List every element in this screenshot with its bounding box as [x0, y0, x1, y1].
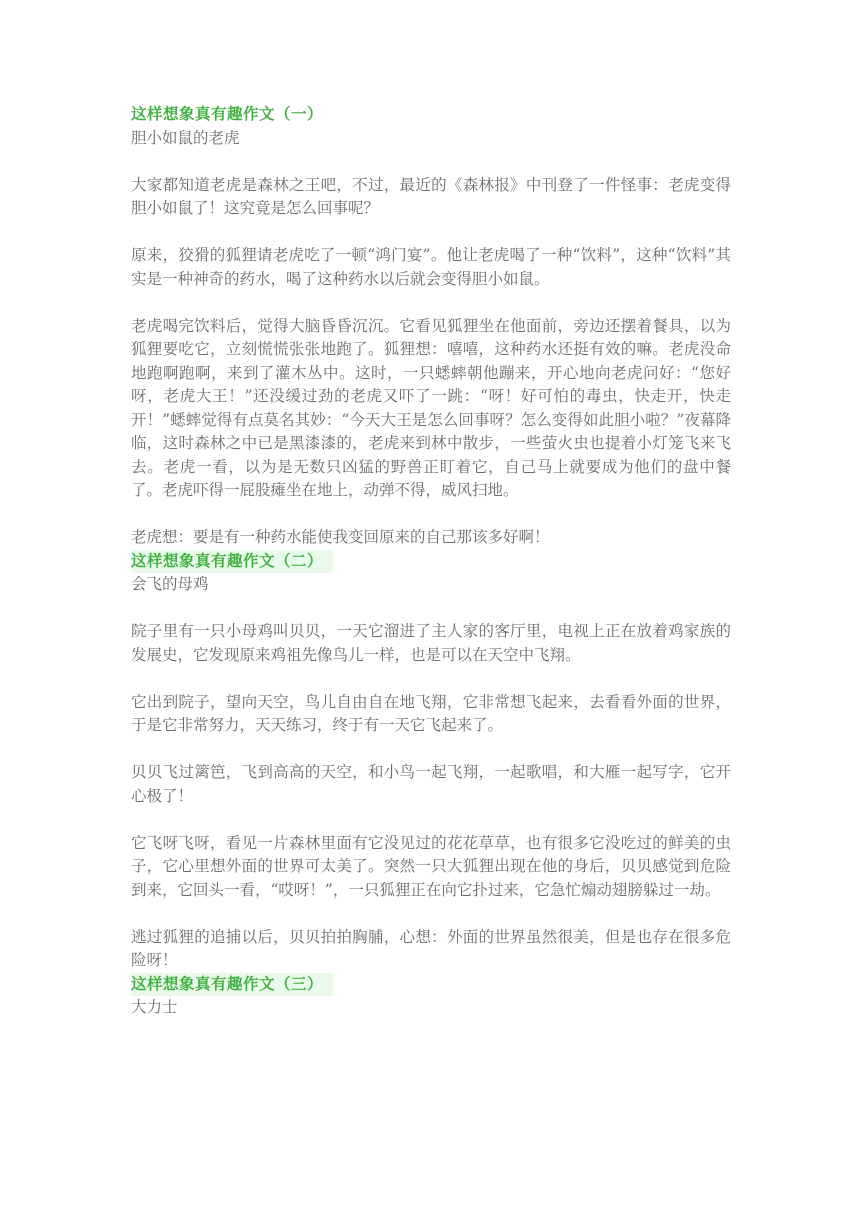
essay-paragraph: 它飞呀飞呀，看见一片森林里面有它没见过的花花草草，也有很多它没吃过的鲜美的虫子，它心里想外面的世界可太美了。突然一只大狐狸出现在他的身后，贝贝感觉到危险到来，它回头一看，“哎呀！”，一只狐狸正在向它扑过来，它急忙煽动翅膀躲过一劫。: [131, 833, 731, 899]
essay-section-2: [131, 550, 731, 973]
essay-paragraph: 院子里有一只小母鸡叫贝贝，一天它溜进了主人家的客厅里，电视上正在放着鸡家族的发展史，它发现原来鸡祖先像鸟儿一样，也是可以在天空中飞翔。: [131, 622, 731, 664]
essay-paragraph: 大家都知道老虎是森林之王吧，不过，最近的《森林报》中刊登了一件怪事：老虎变得胆小如鼠了！这究竟是怎么回事呢？: [131, 175, 731, 217]
essay-heading: 这样想象真有趣作文（三）: [131, 973, 333, 997]
essay-paragraph: 逃过狐狸的追捕以后，贝贝拍拍胸脯，心想：外面的世界虽然很美，但是也存在很多危险呀！: [131, 927, 731, 969]
document-page: [131, 103, 731, 1020]
essay-subtitle: 胆小如鼠的老虎: [131, 128, 240, 147]
essay-paragraph: 老虎想：要是有一种药水能使我变回原来的自己那该多好啊！: [131, 528, 550, 546]
essay-paragraph: 它出到院子，望向天空，鸟儿自由自在地飞翔，它非常想飞起来，去看看外面的世界，于是它非常努力，天天练习，终于有一天它飞起来了。: [131, 692, 731, 734]
essay-section-1: [131, 103, 731, 550]
essay-paragraph: 贝贝飞过篱笆，飞到高高的天空，和小鸟一起飞翔，一起歌唱，和大雁一起写字，它开心极了！: [131, 763, 731, 805]
essay-subtitle: 大力士: [131, 998, 178, 1016]
essay-paragraph: 老虎喝完饮料后，觉得大脑昏昏沉沉。它看见狐狸坐在他面前，旁边还摆着餐具，以为狐狸要吃它，立刻慌慌张张地跑了。狐狸想：嘻嘻，这种药水还挺有效的嘛。老虎没命地跑啊跑啊，来到了灌木丛中。这时，一只蟋蟀朝他蹦来，开心地向老虎问好：“您好呀，老虎大王！”还没缓过劲的老虎又吓了一跳：“呀！好可怕的毒虫，快走开，快走开！”蟋蟀觉得有点莫名其妙：“今天大王是怎么回事呀？怎么变得如此胆小啦？”夜幕降临，这时森林之中已是黑漆漆的，老虎来到林中散步，一些萤火虫也提着小灯笼飞来飞去。老虎一看，以为是无数只凶猛的野兽正盯着它，自己马上就要成为他们的盘中餐了。老虎吓得一屁股瘫坐在地上，动弹不得，威风扫地。: [131, 316, 731, 499]
essay-section-3: [131, 973, 731, 1020]
essay-heading: 这样想象真有趣作文（二）: [131, 550, 333, 574]
essay-paragraph: 原来，狡猾的狐狸请老虎吃了一顿“鸿门宴”。他让老虎喝了一种“饮料”，这种“饮料”其实是一种神奇的药水，喝了这种药水以后就会变得胆小如鼠。: [131, 246, 731, 288]
essay-subtitle: 会飞的母鸡: [131, 575, 209, 593]
essay-heading: 这样想象真有趣作文（一）: [131, 105, 324, 123]
